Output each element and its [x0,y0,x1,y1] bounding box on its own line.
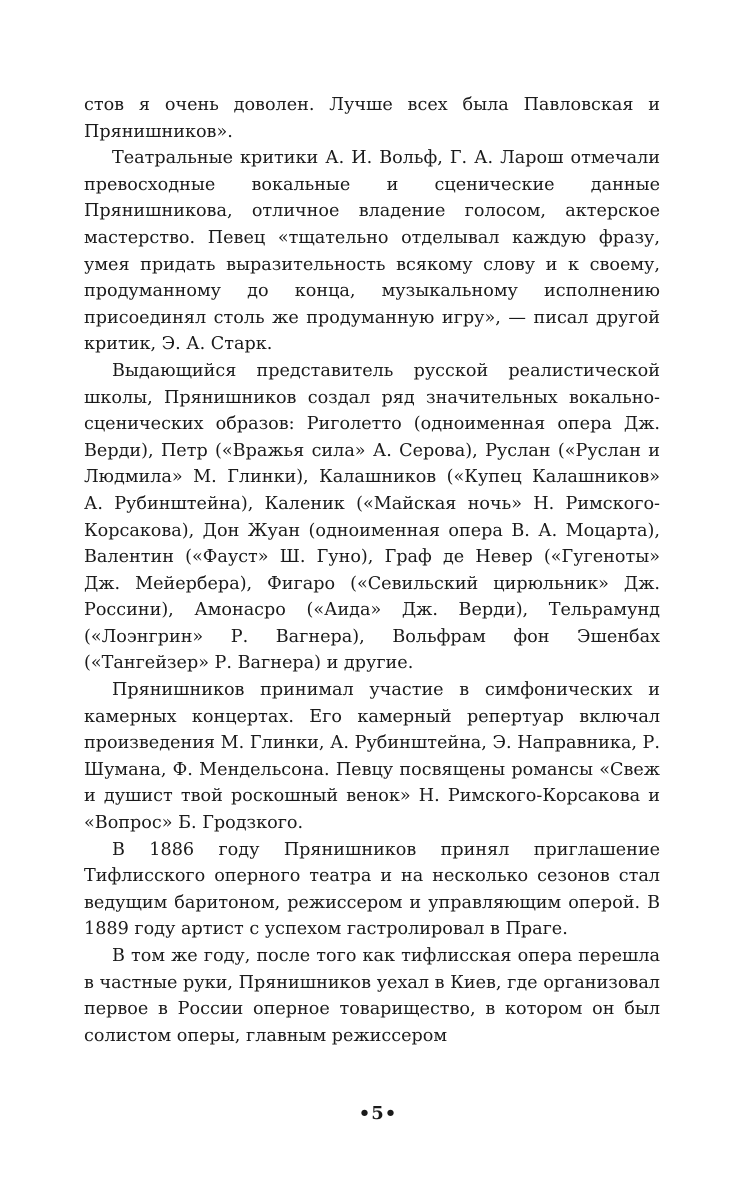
paragraph-critics: Театральные критики А. И. Вольф, Г. А. Ларош отмечали превосходные вокальные и сценические данные Прянишникова, отличное владение голосом, актерское мастерство. Певец «тщательно отделывал каждую фразу, умея придать выразительность всякому слову и к своему, продуманному до конца, музыкальному исполнению присоединял столь же продуманную игру», — писал другой критик, Э. А. Старк. [84,148,660,355]
paragraph-concerts: Прянишников принимал участие в симфонических и камерных концертах. Его камерный репертуар включал произведения М. Глинки, А. Рубинштейна, Э. Направника, Р. Шумана, Ф. Мендельсона. Певцу посвящены романсы «Свеж и душист твой роскошный венок» Н. Римского-Корсакова и «Вопрос» Б. Гродзкого. [84,680,660,834]
paragraph-tiflis: В 1886 году Прянишников принял приглашение Тифлисского оперного театра и на несколько сезонов стал ведущим баритоном, режиссером и управляющим оперой. В 1889 году артист с успехом гастролировал в Праге. [84,839,660,940]
paragraph-kiev: В том же году, после того как тифлисская опера перешла в частные руки, Прянишников уехал в Киев, где организовал первое в России оперное товарищество, в котором он был солистом оперы, главным режиссером [84,946,660,1046]
paragraph-continuation: стов я очень доволен. Лучше всех была Павловская и Прянишников». [84,95,660,142]
paragraph-roles: Выдающийся представитель русской реалистической школы, Прянишников создал ряд значительных вокально-сценических образов: Риголетто (одноименная опера Дж. Верди), Петр («Вражья сила» А. Серова), Руслан («Руслан и Людмила» М. Глинки), Калашников («Купец Калашников» А. Рубинштейна), Каленик («Майская ночь» Н. Римского-Корсакова), Дон Жуан (одноименная опера В. А. Моцарта), Валентин («Фауст» Ш. Гуно), Граф де Невер («Гугеноты» Дж. Мейербера), Фигаро («Севильский цирюльник» Дж. Россини), Амонасро («Аида» Дж. Верди), Тельрамунд («Лоэнгрин» Р. Вагнера), Вольфрам фон Эшенбах («Тангейзер» Р. Вагнера) и другие. [84,360,660,674]
page-number: •5• [358,1103,398,1124]
page-body [84,92,660,1049]
